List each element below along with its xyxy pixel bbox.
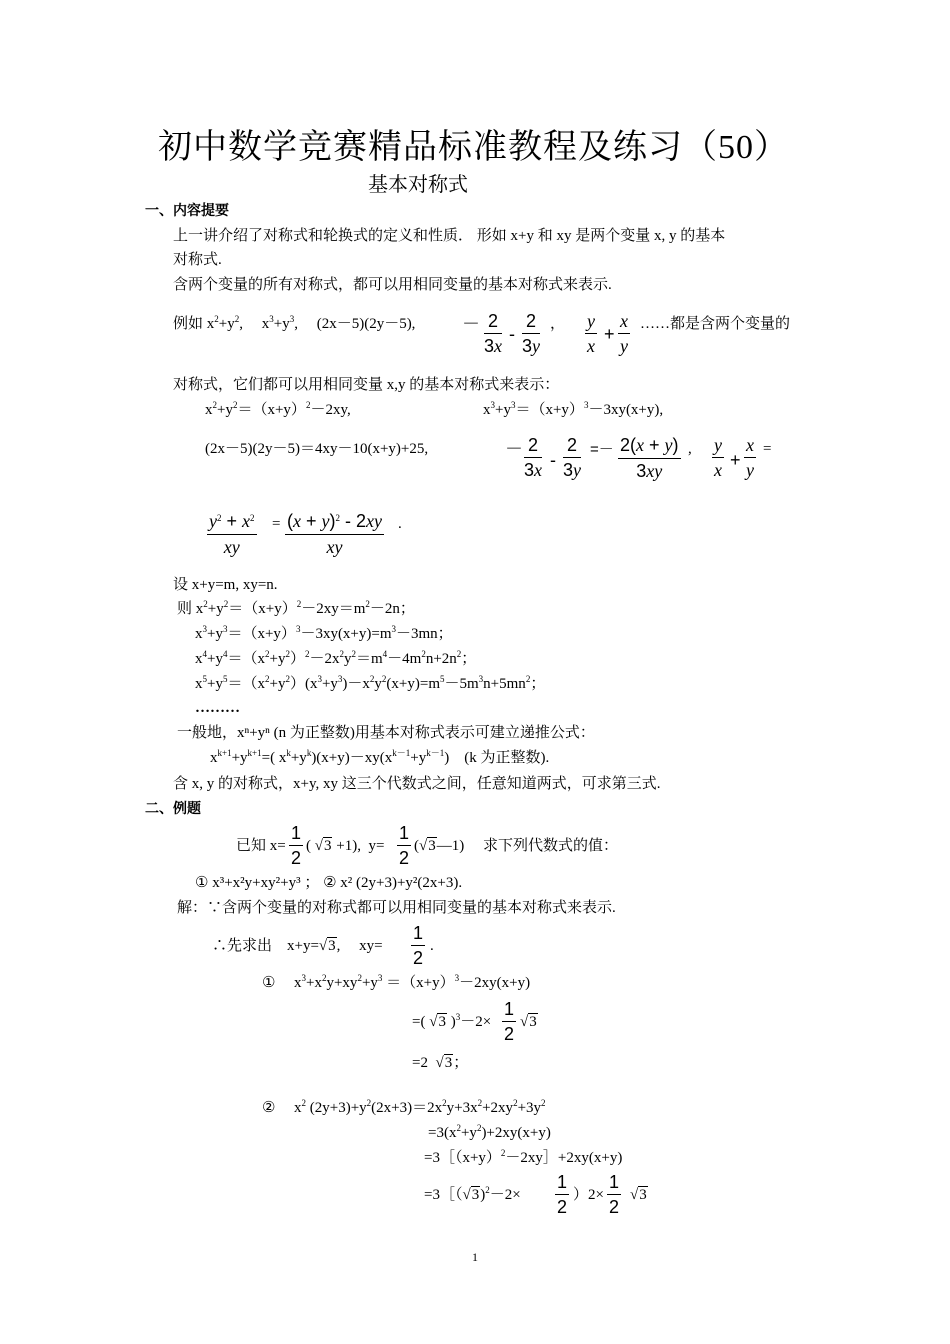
fraction: 2 3y <box>522 311 541 356</box>
math-minus: - <box>550 450 556 470</box>
paragraph: 含两个变量的所有对称式，都可以用相同变量的基本对称式来表示. <box>173 277 612 293</box>
paragraph: 上一讲介绍了对称式和轮换式的定义和性质． 形如 x+y 和 xy 是两个变量 x, y 的基本 <box>173 228 726 244</box>
equation: $x^3+x^2y+xy^2+y^3 =(x+y)^3-2xy(x+y)$ <box>294 973 531 991</box>
math-eq-minus: =－ <box>590 441 614 458</box>
fraction: $\frac{1}{2}$ <box>557 1172 568 1217</box>
given-suffix: 求下列代数式的值： <box>483 838 619 854</box>
equation: (2x－5)(2y－5)＝4xy－10(x+y)+25, <box>205 441 429 457</box>
math-minus: － <box>505 439 523 459</box>
fraction: $\frac{2(x + y)}{3xy}$ <box>620 435 679 481</box>
equals: = <box>272 516 281 532</box>
equation: =( √3 )$^3$－2× <box>412 1012 492 1030</box>
first-step: ∴先求出 x+y=√3, xy= <box>212 938 383 954</box>
step-label: ② <box>262 1100 276 1116</box>
paragraph: 含 x, y 的对称式，x+y, xy 这三个代数式之间，任意知道两式，可求第三式. <box>173 776 661 792</box>
equation: $=3[(x+y)^2-2xy]+2xy(x+y)$ <box>424 1148 623 1166</box>
fraction: $\frac{1}{2}$ <box>413 923 424 968</box>
example-line: 例如 $x^2+y^2$, $x^3+y^3$, (2x－5)(2y－5), <box>173 314 416 332</box>
math-plus: + <box>604 324 615 344</box>
section-heading-content: 一、内容提要 <box>145 203 229 219</box>
equation: (√3—1) <box>414 838 465 854</box>
equation: $x^2+y^2=(x+y)^2-2xy$, <box>205 400 351 418</box>
given-prefix: 已知 x= <box>236 838 286 854</box>
paragraph: 一般地，xⁿ+yⁿ (n 为正整数)用基本对称式表示可建立递推公式： <box>177 725 595 741</box>
equation: $x^4+y^4=(x^2+y^2)^2-2x^2y^2=m^4-4m^2n+2n^2$； <box>195 649 477 667</box>
paragraph: 对称式，它们都可以用相同变量 x,y 的基本对称式来表示： <box>173 377 560 393</box>
step-label: ① <box>262 975 276 991</box>
fraction: $\frac{x}{y}$ <box>746 435 754 480</box>
equals: = <box>763 441 772 457</box>
example-tail: ……都是含两个变量的 <box>640 316 791 332</box>
equation: =2 √3； <box>412 1055 469 1071</box>
equation: ( √3 +1), y= <box>306 838 385 854</box>
example-prefix: 例如 <box>173 316 204 332</box>
fraction: $y^2 + x^2$ xy <box>209 511 255 557</box>
equation: $x^3+y^3=(x+y)^3-3xy(x+y)$, <box>483 400 664 418</box>
fraction: 2 3x <box>524 435 543 480</box>
k-note: (k 为正整数). <box>464 750 550 766</box>
comma: ， <box>550 316 566 332</box>
equation: $x^5+y^5=(x^2+y^2)(x^3+y^3)-x^2y^2(x+y)=m^5-5m^3n+5mn^2$； <box>195 674 546 692</box>
equation: $x^2$ $(2y+3)+y^2(2x+3)=2x^2y+3x^2+2xy^2+3y^2$ <box>294 1098 546 1116</box>
equation: 则 $x^2+y^2=(x+y)^2-2xy=m^2-2n$； <box>177 599 415 617</box>
fraction: $\frac{1}{2}$ <box>399 823 410 868</box>
equation: ）2× <box>573 1187 604 1203</box>
period: . <box>398 516 402 532</box>
equation: $x^3+y^3=(x+y)^3-3xy(x+y)=m^3-3mn$； <box>195 624 453 642</box>
page-subtitle: 基本对称式 <box>368 174 468 196</box>
fraction: $(x + y)^2 - 2xy$ xy <box>287 511 383 557</box>
math-minus: － <box>462 314 480 334</box>
ellipsis: ……… <box>195 700 240 716</box>
fraction: $\frac{y}{x}$ <box>714 435 722 480</box>
section-heading-examples: 二、例题 <box>145 801 201 817</box>
equation: √3 <box>520 1014 537 1030</box>
equation: √3 <box>630 1187 647 1203</box>
math-minus: - <box>509 324 515 344</box>
paragraph: 设 x+y=m, xy=n. <box>173 577 278 593</box>
comma: , <box>688 441 692 457</box>
fraction: $\frac{1}{2}$ <box>291 823 302 868</box>
paragraph: 对称式. <box>173 252 222 268</box>
math-plus: + <box>730 450 741 470</box>
fraction: $\frac{1}{2}$ <box>609 1172 620 1217</box>
fraction: $\frac{y}{x}$ <box>587 311 595 356</box>
equation: $=3(x^2+y^2)+2xy(x+y)$ <box>428 1123 551 1141</box>
page-title: 初中数学竞赛精品标准教程及练习（50） <box>158 129 789 166</box>
fraction: 2 3y <box>563 435 582 480</box>
equation: $x^{k+1}+y^{k+1}=$( $x^k+y^k)(x+y)-xy(x^{k-1}+y^{k-1})$ (k 为正整数). <box>210 748 550 766</box>
page-number: 1 <box>472 1250 478 1264</box>
fraction: $\frac{1}{2}$ <box>504 999 515 1044</box>
first-prefix: ∴先求出 <box>212 938 273 954</box>
fraction: 2 3x <box>484 311 503 356</box>
period: . <box>430 938 434 954</box>
fraction: $\frac{x}{y}$ <box>620 311 628 356</box>
question-items: ① x³+x²y+xy²+y³ ； ② x² (2y+3)+y²(2x+3). <box>195 875 463 891</box>
equation: =3［（√3)$^2$－2× <box>424 1185 521 1203</box>
solution-intro: 解：∵含两个变量的对称式都可以用相同变量的基本对称式来表示. <box>177 900 616 916</box>
